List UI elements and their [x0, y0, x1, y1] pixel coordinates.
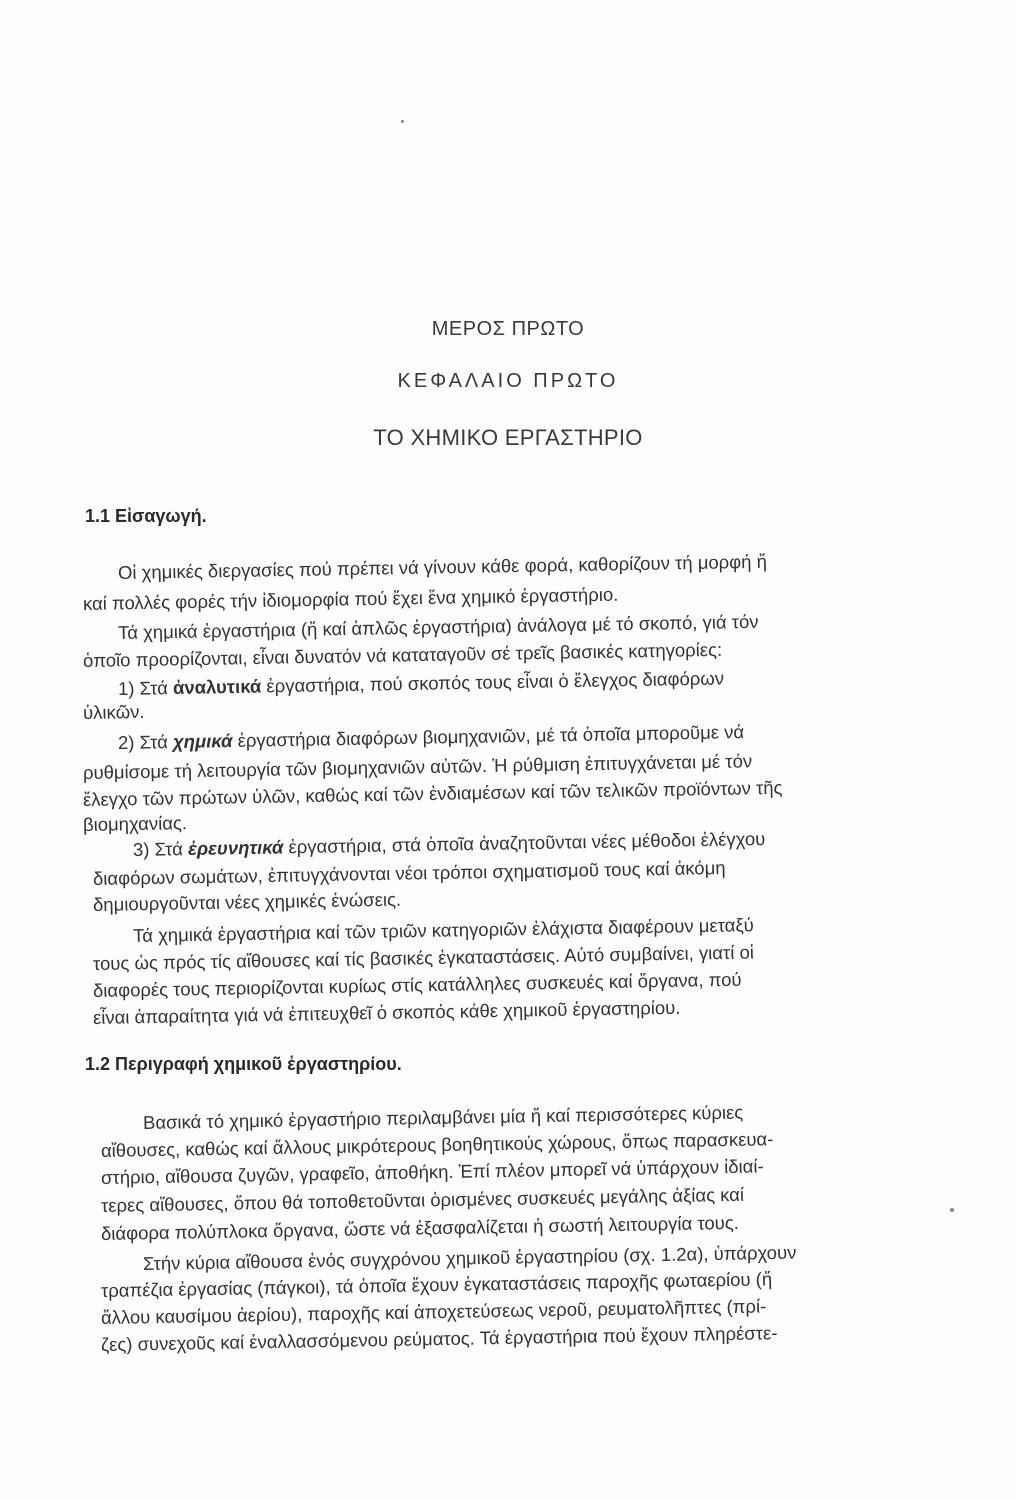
paragraph-line: τους ὡς πρός τίς αἴθουσες καί τίς βασικές ἐγκαταστάσεις. Αὐτό συμβαίνει, γιατί οἱ — [92, 941, 755, 974]
paragraph-line: ρυθμίσομε τή λειτουργία τῶν βιομηχανιῶν αὐτῶν. Ἡ ρύθμιση ἐπιτυγχάνεται μέ τόν — [82, 750, 753, 783]
scan-speck — [401, 120, 404, 123]
paragraph-line: εἶναι ἀπαραίτητα γιά νά ἐπιτευχθεῖ ὁ σκοπός κάθε χημικοῦ ἐργαστηρίου. — [92, 996, 681, 1028]
term-chemical: χημικά — [172, 730, 233, 753]
paragraph-line: Τά χημικά ἐργαστήρια (ἤ καί ἁπλῶς ἐργαστήρια) ἀνάλογα μέ τό σκοπό, γιά τόν — [117, 610, 759, 643]
list-item-text: ἐργαστήρια, πού σκοπός τους εἶναι ὁ ἔλεγχος διαφόρων — [261, 667, 725, 697]
paragraph-line: βιομηχανίας. — [82, 812, 188, 835]
paragraph-line: αἴθουσες, καθώς καί ἄλλους μικρότερους βοηθητικούς χώρους, ὅπως παρασκευα- — [100, 1128, 774, 1161]
list-item-prefix: 2) Στά — [117, 731, 174, 753]
paragraph-line: ὁποῖο προορίζονται, εἶναι δυνατόν νά καταταγοῦν σέ τρεῖς βασικές κατηγορίες: — [82, 638, 723, 671]
list-item-text: ἐργαστήρια, στά ὁποῖα ἀναζητοῦνται νέες μέθοδοι ἐλέγχου — [283, 827, 766, 858]
paragraph-line: ἔλεγχο τῶν πρώτων ὑλῶν, καθώς καί τῶν ἐνδιαμέσων καί τῶν τελικῶν προϊόντων τῆς — [82, 776, 783, 810]
section-heading-introduction: 1.1 Εἰσαγωγή. — [85, 506, 207, 526]
section-heading-lab-description: 1.2 Περιγραφή χημικοῦ ἐργαστηρίου. — [85, 1054, 402, 1074]
paragraph-line: ὑλικῶν. — [82, 700, 145, 723]
main-title: ΤΟ ΧΗΜΙΚΟ ΕΡΓΑΣΤΗΡΙΟ — [373, 425, 643, 450]
paragraph-line: καί πολλές φορές τήν ἰδιομορφία πού ἔχει ἕνα χημικό ἐργαστήριο. — [82, 583, 619, 614]
paragraph-line: ἄλλου καυσίμου ἀερίου), παροχῆς καί ἀποχετεύσεως νεροῦ, ρευματολῆπτες (πρί- — [100, 1295, 767, 1328]
term-analytical: ἀναλυτικά — [172, 675, 262, 699]
paragraph-line: διάφορα πολύπλοκα ὄργανα, ὥστε νά ἐξασφαλίζεται ἡ σωστή λειτουργία τους. — [100, 1211, 740, 1244]
scan-speck — [950, 1208, 954, 1212]
paragraph-line: διαφόρων σωμάτων, ἐπιτυγχάνονται νέοι τρόποι σχηματισμοῦ τους καί ἀκόμη — [92, 856, 726, 889]
paragraph-line: διαφορές τους περιορίζονται κυρίως στίς κατάλληλες συσκευές καί ὄργανα, πού — [92, 968, 742, 1001]
paragraph-line: Βασικά τό χημικό ἐργαστήριο περιλαμβάνει μία ἤ καί περισσότερες κύριες — [142, 1101, 744, 1133]
paragraph-line: δημιουργοῦνται νέες χημικές ἑνώσεις. — [92, 888, 402, 915]
paragraph-line: στήριο, αἴθουσα ζυγῶν, γραφεῖο, ἀποθήκη. Ἐπί πλέον μπορεῖ νά ὑπάρχουν ἰδιαί- — [100, 1155, 764, 1188]
part-title: ΜΕΡΟΣ ΠΡΩΤΟ — [431, 318, 585, 340]
list-item-prefix: 3) Στά — [132, 838, 189, 860]
paragraph-line: Οἱ χημικές διεργασίες πού πρέπει νά γίνουν κάθε φορά, καθορίζουν τή μορφή ἤ — [117, 550, 768, 583]
list-item-prefix: 1) Στά — [117, 677, 174, 699]
list-item-text: ἐργαστήρια διαφόρων βιομηχανιῶν, μέ τά ὁποῖα μποροῦμε νά — [232, 721, 745, 751]
paragraph-line: τραπέζια ἐργασίας (πάγκοι), τά ὁποῖα ἔχουν ἐγκαταστάσεις παροχῆς φωταερίου (ἤ — [100, 1268, 773, 1301]
paragraph-line: τερες αἴθουσες, ὅπου θά τοποθετοῦνται ὁρισμένες συσκευές μεγάλης ἀξίας καί — [100, 1183, 745, 1216]
term-research: ἐρευνητικά — [187, 836, 284, 860]
chapter-title: ΚΕΦΑΛΑΙΟ ΠΡΩΤΟ — [397, 370, 619, 392]
paragraph-line: Στήν κύρια αἴθουσα ἑνός συγχρόνου χημικοῦ ἐργαστηρίου (σχ. 1.2α), ὑπάρχουν — [142, 1241, 797, 1274]
paragraph-line: Τά χημικά ἐργαστήρια καί τῶν τριῶν κατηγοριῶν ἐλάχιστα διαφέρουν μεταξύ — [132, 914, 754, 946]
paragraph-line: ζες) συνεχοῦς καί ἐναλλασσόμενου ρεύματος. Τά ἐργαστήρια πού ἔχουν πληρέστε- — [100, 1322, 778, 1355]
